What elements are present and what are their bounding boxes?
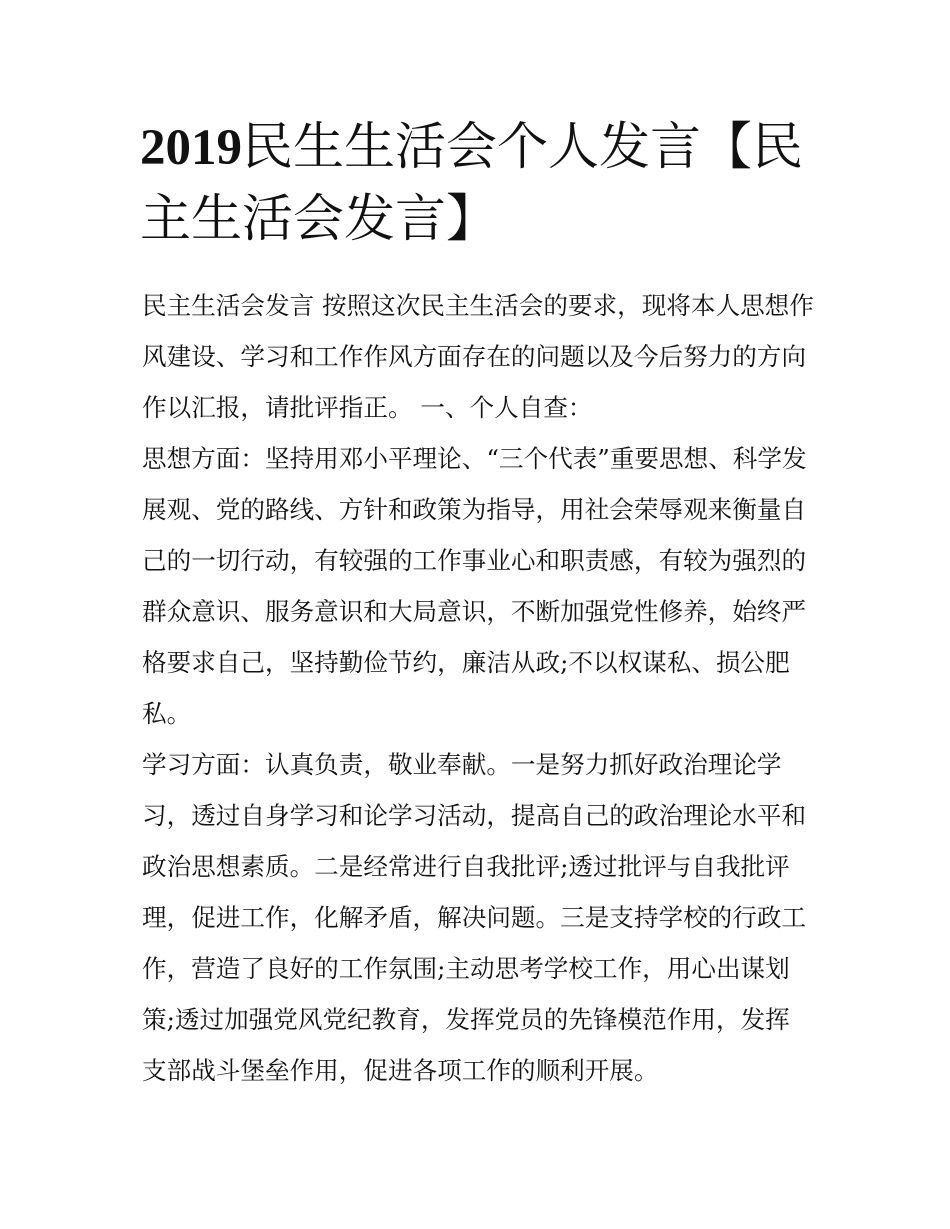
- paragraph-study: 学习方面：认真负责，敬业奉献。一是努力抓好政治理论学习，透过自身学习和论学习活动，提高自己的政治理论水平和政治思想素质。二是经常进行自我批评;透过批评与自我批评理，促进工作，化解矛盾，解决问题。三是支持学校的行政工作，营造了良好的工作氛围;主动思考学校工作，用心出谋划策;透过加强党风党纪教育，发挥党员的先锋模范作用，发挥支部战斗堡垒作用，促进各项工作的顺利开展。: [142, 750, 807, 1085]
- document-title: [140, 112, 820, 256]
- document-body: [142, 280, 814, 1096]
- title-text: 民生生活会个人发言【民主生活会发言】: [140, 118, 804, 249]
- title-year: 2019: [140, 120, 242, 176]
- paragraph-intro: 民主生活会发言 按照这次民主生活会的要求，现将本人思想作风建设、学习和工作作风方面存在的问题以及今后努力的方向作以汇报，请批评指正。 一、个人自查：: [142, 291, 814, 422]
- paragraph-thought: 思想方面：坚持用邓小平理论、“三个代表”重要思想、科学发展观、党的路线、方针和政策为指导，用社会荣辱观来衡量自己的一切行动，有较强的工作事业心和职责感，有较为强烈的群众意识、服务意识和大局意识，不断加强党性修养，始终严格要求自己，坚持勤俭节约，廉洁从政;不以权谋私、损公肥私。: [142, 444, 807, 728]
